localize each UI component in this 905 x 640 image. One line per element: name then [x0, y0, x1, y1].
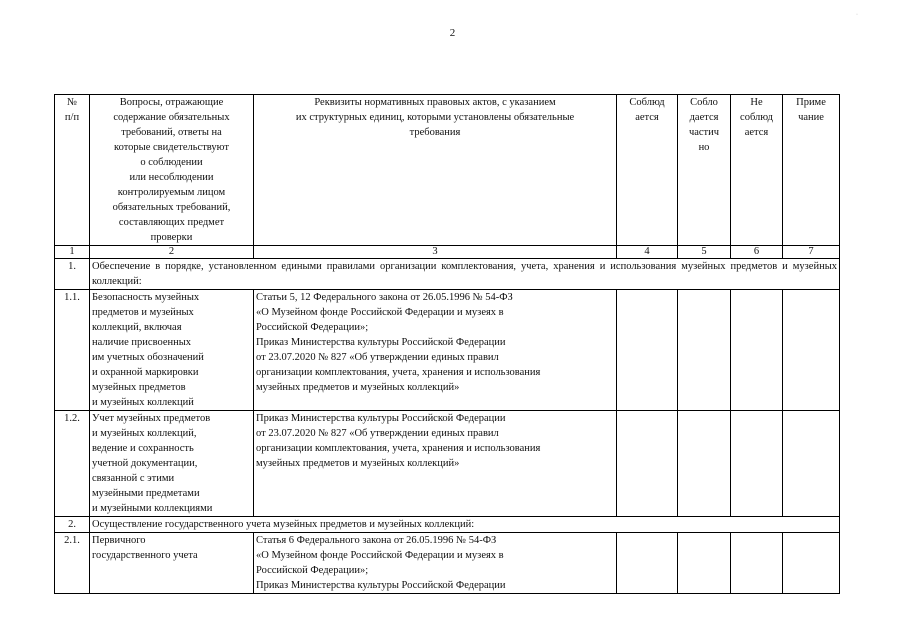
- note-cell: [783, 533, 840, 594]
- section-title: Осуществление государственного учета музейных предметов и музейных коллекций:: [90, 517, 840, 533]
- column-number: 4: [617, 246, 678, 259]
- partially-complied-cell: [678, 290, 731, 411]
- section-row: [55, 517, 840, 533]
- complied-cell: [617, 290, 678, 411]
- column-number: 3: [254, 246, 617, 259]
- section-number: 1.: [55, 259, 90, 290]
- partially-complied-cell: [678, 411, 731, 517]
- table-row: [55, 411, 840, 517]
- requirements-table: [54, 94, 840, 594]
- section-row: [55, 259, 840, 290]
- row-number: 1.2.: [55, 411, 90, 517]
- legal-act-references: Статья 6 Федерального закона от 26.05.1996 № 54-ФЗ «О Музейном фонде Российской Федерации и музеях в Российской Федерации»; Приказ Министерства культуры Российской Федерации: [254, 533, 617, 594]
- note-cell: [783, 411, 840, 517]
- table-row: [55, 290, 840, 411]
- scan-speck: ·: [856, 12, 858, 18]
- requirement-question: Безопасность музейных предметов и музейных коллекций, включая наличие присвоенных им учетных обозначений и охранной маркировки музейных предметов и музейных коллекций: [90, 290, 254, 411]
- legal-act-references: Приказ Министерства культуры Российской Федерации от 23.07.2020 № 827 «Об утверждении единых правил организации комплектования, учета, хранения и использования музейных предметов и музейных коллекций»: [254, 411, 617, 517]
- header-partially-complied: Собло дается частич но: [678, 95, 731, 246]
- note-cell: [783, 290, 840, 411]
- section-number: 2.: [55, 517, 90, 533]
- section-title: Обеспечение в порядке, установленном едиными правилами организации комплектования, учета, хранения и использования музейных предметов и музейных коллекций:: [90, 259, 840, 290]
- complied-cell: [617, 411, 678, 517]
- header-note: Приме чание: [783, 95, 840, 246]
- header-no: № п/п: [55, 95, 90, 246]
- column-number: 2: [90, 246, 254, 259]
- header-not-complied: Не соблюд ается: [731, 95, 783, 246]
- page-number: 2: [449, 27, 456, 39]
- complied-cell: [617, 533, 678, 594]
- row-number: 1.1.: [55, 290, 90, 411]
- table-header-row: [55, 95, 840, 246]
- requirement-question: Первичного государственного учета: [90, 533, 254, 594]
- partially-complied-cell: [678, 533, 731, 594]
- legal-act-references: Статьи 5, 12 Федерального закона от 26.05.1996 № 54-ФЗ «О Музейном фонде Российской Федерации и музеях в Российской Федерации»; Приказ Министерства культуры Российской Федерации от 23.07.2020 № 827 «Об утверждении единых правил организации комплектования, учета, хранения и использования музейных предметов и музейных коллекций»: [254, 290, 617, 411]
- not-complied-cell: [731, 533, 783, 594]
- header-acts: Реквизиты нормативных правовых актов, с указанием их структурных единиц, которыми установлены обязательные требования: [254, 95, 617, 246]
- column-number: 1: [55, 246, 90, 259]
- not-complied-cell: [731, 411, 783, 517]
- header-complied: Соблюд ается: [617, 95, 678, 246]
- header-questions: Вопросы, отражающие содержание обязательных требований, ответы на которые свидетельствуют о соблюдении или несоблюдении контролируемым лицом обязательных требований, составляющих предмет проверки: [90, 95, 254, 246]
- column-number: 6: [731, 246, 783, 259]
- row-number: 2.1.: [55, 533, 90, 594]
- column-number-row: [55, 246, 840, 259]
- requirement-question: Учет музейных предметов и музейных коллекций, ведение и сохранность учетной документации, связанной с этими музейными предметами и музейными коллекциями: [90, 411, 254, 517]
- table-row: [55, 533, 840, 594]
- not-complied-cell: [731, 290, 783, 411]
- column-number: 5: [678, 246, 731, 259]
- column-number: 7: [783, 246, 840, 259]
